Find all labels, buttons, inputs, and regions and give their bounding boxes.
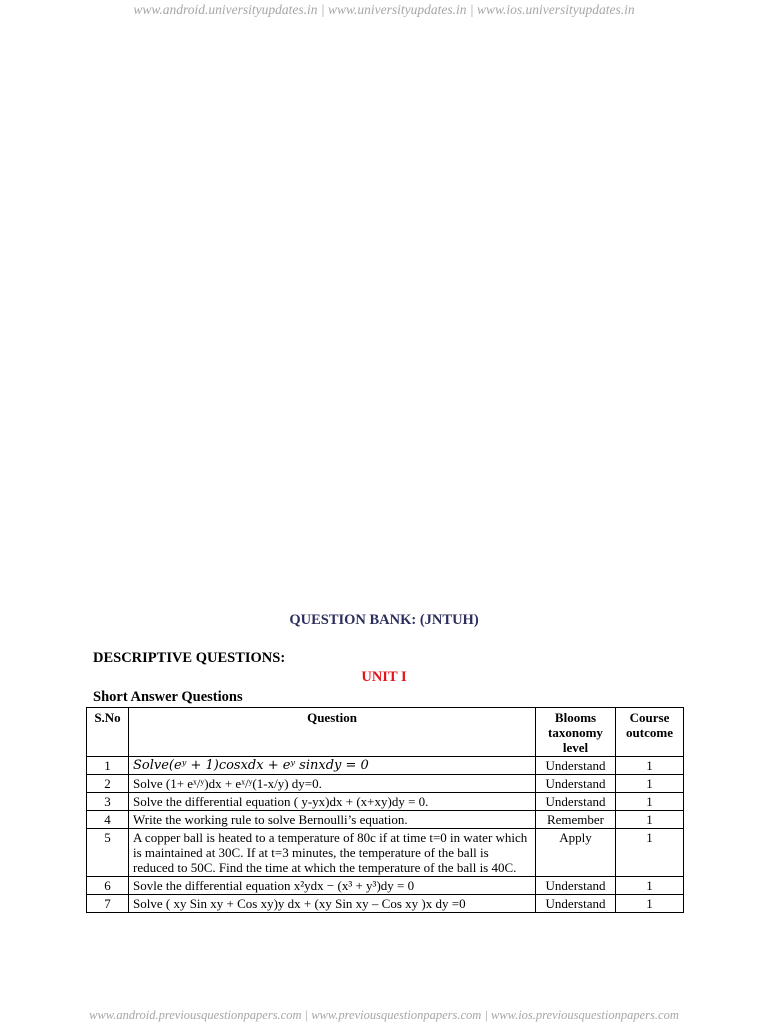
table-row: [87, 877, 684, 895]
question-table: [86, 707, 684, 913]
cell-outcome: 1: [616, 829, 684, 877]
cell-sno: 2: [87, 775, 129, 793]
cell-sno: 6: [87, 877, 129, 895]
cell-question: Solve ( xy Sin xy + Cos xy)y dx + (xy Sin xy – Cos xy )x dy =0: [129, 895, 536, 913]
header-course-line2: outcome: [626, 725, 673, 740]
header-blooms-line3: level: [562, 740, 589, 755]
header-course-outcome: [616, 708, 684, 757]
header-blooms-level: [536, 708, 616, 757]
cell-outcome: 1: [616, 757, 684, 775]
cell-outcome: 1: [616, 775, 684, 793]
cell-level: Understand: [536, 877, 616, 895]
cell-sno: 5: [87, 829, 129, 877]
cell-level: Understand: [536, 895, 616, 913]
page-title: QUESTION BANK: (JNTUH): [289, 612, 479, 628]
cell-outcome: 1: [616, 811, 684, 829]
cell-level: Understand: [536, 757, 616, 775]
cell-sno: 3: [87, 793, 129, 811]
cell-question: A copper ball is heated to a temperature of 80c if at time t=0 in water which is maintained at 30C. If at t=3 minutes, the temperature of the ball is reduced to 50C. Find the time at which the temperature of the ball is 40C.: [129, 829, 536, 877]
cell-sno: 1: [87, 757, 129, 775]
unit-heading: UNIT I: [361, 669, 407, 685]
table-row: [87, 829, 684, 877]
header-course-line1: Course: [629, 710, 670, 725]
cell-outcome: 1: [616, 895, 684, 913]
table-row: [87, 775, 684, 793]
table-row: [87, 895, 684, 913]
subsection-heading: Short Answer Questions: [93, 689, 243, 705]
cell-question: Solve (1+ eˣ/ʸ)dx + eˣ/ʸ(1-x/y) dy=0.: [129, 775, 536, 793]
header-blooms-line1: Blooms: [554, 710, 597, 725]
table-row: [87, 757, 684, 775]
cell-question: Solve(eʸ + 1)cosxdx + eʸ sinxdy = 0: [129, 757, 536, 775]
cell-outcome: 1: [616, 793, 684, 811]
cell-level: Apply: [536, 829, 616, 877]
cell-outcome: 1: [616, 877, 684, 895]
header-blooms-line2: taxonomy: [548, 725, 603, 740]
table-header-row: [87, 708, 684, 757]
cell-question: Solve the differential equation ( y-yx)dx + (x+xy)dy = 0.: [129, 793, 536, 811]
section-heading: DESCRIPTIVE QUESTIONS:: [93, 650, 286, 666]
table-row: [87, 811, 684, 829]
cell-question: Sovle the differential equation x²ydx − (x³ + y³)dy = 0: [129, 877, 536, 895]
cell-level: Remember: [536, 811, 616, 829]
cell-level: Understand: [536, 793, 616, 811]
cell-level: Understand: [536, 775, 616, 793]
cell-sno: 7: [87, 895, 129, 913]
cell-sno: 4: [87, 811, 129, 829]
watermark-bottom: www.android.previousquestionpapers.com | www.previousquestionpapers.com | www.ios.previousquestionpapers.com: [89, 1008, 679, 1022]
table-row: [87, 793, 684, 811]
header-question: Question: [129, 708, 536, 757]
header-sno: S.No: [87, 708, 129, 757]
watermark-top: www.android.universityupdates.in | www.universityupdates.in | www.ios.universityupdates.in: [133, 2, 635, 17]
cell-question: Write the working rule to solve Bernoulli’s equation.: [129, 811, 536, 829]
